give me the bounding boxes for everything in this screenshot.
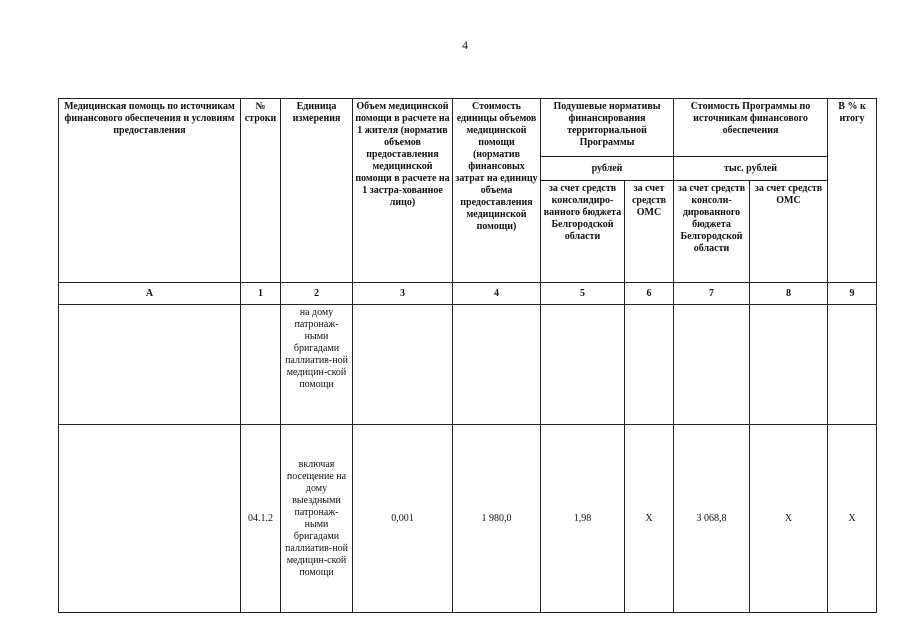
index-cell-5: 5 bbox=[541, 283, 625, 305]
row1-percent bbox=[828, 305, 877, 425]
row1-volume bbox=[353, 305, 453, 425]
row2-cost-budget: 3 068,8 bbox=[674, 425, 750, 613]
row2-unit-cost: 1 980,0 bbox=[453, 425, 541, 613]
index-cell-2: 2 bbox=[281, 283, 353, 305]
row1-cost-oms bbox=[750, 305, 828, 425]
header-unit-rubles: рублей bbox=[541, 157, 674, 181]
index-cell-a: А bbox=[59, 283, 241, 305]
header-volume: Объем медицинской помощи в расчете на 1 жителя (норматив объемов предоставления медицинской помощи в расчете на 1 застра-хованное лицо) bbox=[353, 99, 453, 283]
header-oms-thous: за счет средств ОМС bbox=[750, 181, 828, 283]
row1-per-capita-oms bbox=[625, 305, 674, 425]
index-cell-3: 3 bbox=[353, 283, 453, 305]
row2-percent: Х bbox=[828, 425, 877, 613]
header-care-type: Медицинская помощь по источникам финансового обеспечения и условиям предоставления bbox=[59, 99, 241, 283]
header-program-cost: Стоимость Программы по источникам финансового обеспечения bbox=[674, 99, 828, 157]
header-regional-budget-thous: за счет средств консоли-дированного бюджета Белгородской области bbox=[674, 181, 750, 283]
row2-volume: 0,001 bbox=[353, 425, 453, 613]
row1-unit: на дому патронаж-ными бригадами паллиатив-ной медицин-ской помощи bbox=[281, 305, 353, 425]
table-row bbox=[59, 425, 877, 613]
header-per-capita: Подушевые нормативы финансирования территориальной Программы bbox=[541, 99, 674, 157]
row2-unit: включая посещение на дому выездными патронаж-ными бригадами паллиатив-ной медицин-ской помощи bbox=[281, 425, 353, 613]
index-cell-7: 7 bbox=[674, 283, 750, 305]
header-unit-cost: Стоимость единицы объемов медицинской помощи (норматив финансовых затрат на единицу объема предоставления медицинской помощи) bbox=[453, 99, 541, 283]
row2-care-type bbox=[59, 425, 241, 613]
header-row-number: № строки bbox=[241, 99, 281, 283]
header-regional-budget-rub: за счет средств консолидиро-ванного бюджета Белгородской области bbox=[541, 181, 625, 283]
header-unit: Единица измерения bbox=[281, 99, 353, 283]
index-cell-9: 9 bbox=[828, 283, 877, 305]
index-cell-1: 1 bbox=[241, 283, 281, 305]
row1-cost-budget bbox=[674, 305, 750, 425]
table-row bbox=[59, 305, 877, 425]
row1-care-type bbox=[59, 305, 241, 425]
index-cell-4: 4 bbox=[453, 283, 541, 305]
row2-number: 04.1.2 bbox=[241, 425, 281, 613]
financing-table bbox=[58, 98, 877, 613]
row2-per-capita-oms: Х bbox=[625, 425, 674, 613]
row2-per-capita-budget: 1,98 bbox=[541, 425, 625, 613]
row1-per-capita-budget bbox=[541, 305, 625, 425]
header-unit-thousand-rubles: тыс. рублей bbox=[674, 157, 828, 181]
page-number: 4 bbox=[462, 38, 468, 52]
row1-unit-cost bbox=[453, 305, 541, 425]
header-oms-rub: за счет средств ОМС bbox=[625, 181, 674, 283]
row1-number bbox=[241, 305, 281, 425]
header-percent-total: В % к итогу bbox=[828, 99, 877, 283]
index-cell-8: 8 bbox=[750, 283, 828, 305]
index-cell-6: 6 bbox=[625, 283, 674, 305]
row2-cost-oms: Х bbox=[750, 425, 828, 613]
